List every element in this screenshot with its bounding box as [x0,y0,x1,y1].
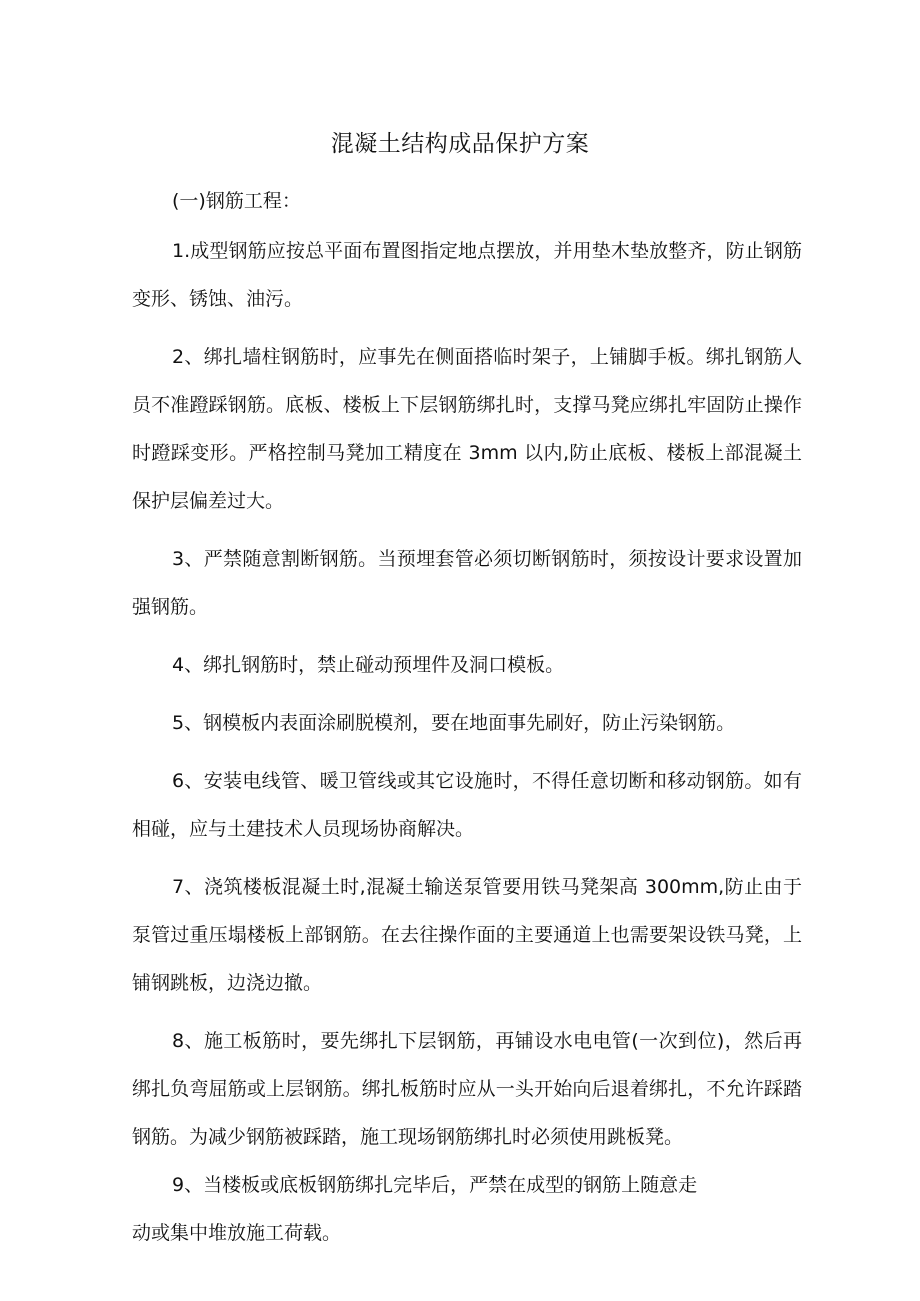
document-title: 混凝土结构成品保护方案 [330,131,590,157]
paragraph-9: 9、当楼板或底板钢筋绑扎完毕后，严禁在成型的钢筋上随意走 [172,1174,698,1196]
paragraph-7: 7、浇筑楼板混凝土时,混凝土输送泵管要用铁马凳架高 300mm,防止由于泵管过重压塌楼板上部钢筋。在去往操作面的主要通道上也需要架设铁马凳，上铺钢跳板，边浇边撤。 [132,876,802,994]
paragraph-2: 2、绑扎墙柱钢筋时，应事先在侧面搭临时架子，上铺脚手板。绑扎钢筋人员不准蹬踩钢筋。底板、楼板上下层钢筋绑扎时，支撑马凳应绑扎牢固防止操作时蹬踩变形。严格控制马凳加工精度在 3mm 以内,防止底板、楼板上部混凝土保护层偏差过大。 [132,346,802,512]
paragraph-9-continuation: 动或集中堆放施工荷载。 [132,1222,342,1244]
paragraph-3: 3、严禁随意割断钢筋。当预埋套管必须切断钢筋时，须按设计要求设置加强钢筋。 [132,548,802,618]
section-heading: (一)钢筋工程： [172,190,301,212]
paragraph-1: 1.成型钢筋应按总平面布置图指定地点摆放，并用垫木垫放整齐，防止钢筋变形、锈蚀、油污。 [132,240,802,310]
paragraph-8: 8、施工板筋时，要先绑扎下层钢筋，再铺设水电电管(一次到位)，然后再绑扎负弯屈筋或上层钢筋。绑扎板筋时应从一头开始向后退着绑扎，不允许踩踏钢筋。为减少钢筋被踩踏，施工现场钢筋绑扎时必须使用跳板凳。 [132,1030,802,1148]
paragraph-5: 5、钢模板内表面涂刷脱模剂，要在地面事先刷好，防止污染钢筋。 [172,712,736,734]
paragraph-4: 4、绑扎钢筋时，禁止碰动预埋件及洞口模板。 [172,654,565,676]
document-body [132,177,802,1267]
paragraph-6: 6、安装电线管、暖卫管线或其它设施时，不得任意切断和移动钢筋。如有相碰，应与土建技术人员现场协商解决。 [132,770,802,840]
